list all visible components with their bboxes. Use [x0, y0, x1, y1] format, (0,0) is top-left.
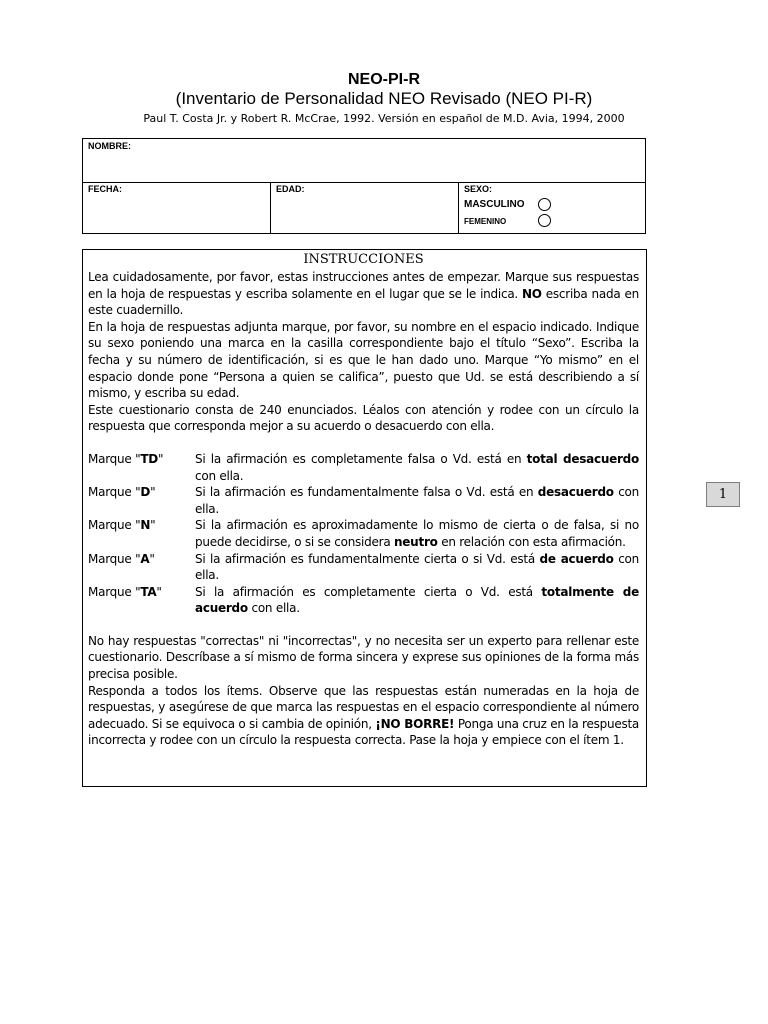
femenino-label: FEMENINO [464, 217, 507, 226]
document-title: NEO-PI-R [348, 71, 420, 88]
instructions-paragraph-3: Este cuestionario consta de 240 enunciados. Léalos con atención y rodee con un círculo la respuesta que corresponda mejor a su acuerdo o desacuerdo con ella. [88, 402, 639, 434]
edad-field[interactable] [271, 182, 459, 234]
instructions-paragraph-2: En la hoja de respuestas adjunta marque, por favor, su nombre en el espacio indicado. Indique su sexo poniendo una marca en la casilla correspondiente bajo el título “Sexo”. Escriba la fecha y su número de identificación, si es que le han dado uno. Marque “Yo mismo” en el espacio donde pone “Persona a quien se califica”, puesto que Ud. se está describiendo a sí mismo, y escriba su edad. [88, 319, 639, 401]
fecha-field[interactable] [83, 182, 271, 234]
mark-option-a: Marque "A" Si la afirmación es fundamentalmente cierta o si Vd. está de acuerdo con ella. [88, 551, 639, 583]
document-credits: Paul T. Costa Jr. y Robert R. McCrae, 1992. Versión en español de M.D. Avia, 1994, 2000 [143, 112, 625, 125]
nombre-label: NOMBRE: [88, 141, 131, 151]
fecha-label: FECHA: [88, 184, 122, 194]
instructions-paragraph-5: Responda a todos los ítems. Observe que las respuestas están numeradas en la hoja de respuestas, y asegúrese de que marca las respuestas en el espacio correspondiente al número adecuado. Si se equivoca o si cambia de opinión, ¡NO BORRE! Ponga una cruz en la respuesta incorrecta y rodee con un círculo la respuesta correcta. Pase la hoja y empiece con el ítem 1. [88, 683, 640, 748]
personal-data-form [82, 138, 646, 234]
mark-option-ta: Marque "TA" Si la afirmación es completamente cierta o Vd. está totalmente de acuerdo con ella. [88, 584, 639, 616]
sexo-field [459, 182, 645, 234]
page-number-badge: 1 [706, 482, 740, 507]
instructions-paragraph-4: No hay respuestas "correctas" ni "incorrectas", y no necesita ser un experto para rellenar este cuestionario. Descríbase a sí mismo de forma sincera y exprese sus opiniones de la forma más precisa posible. [88, 633, 639, 682]
document-header [0, 70, 768, 127]
femenino-radio[interactable] [538, 214, 551, 227]
nombre-field[interactable] [83, 139, 645, 183]
mark-option-td: Marque "TD" Si la afirmación es completamente falsa o Vd. está en total desacuerdo con ella. [88, 451, 639, 483]
mark-option-d: Marque "D" Si la afirmación es fundamentalmente falsa o Vd. está en desacuerdo con ella. [88, 485, 640, 516]
masculino-label: MASCULINO [464, 199, 525, 210]
document-subtitle: (Inventario de Personalidad NEO Revisado (NEO PI-R) [175, 89, 593, 108]
masculino-radio[interactable] [538, 198, 551, 211]
instructions-paragraph-1: Lea cuidadosamente, por favor, estas instrucciones antes de empezar. Marque sus respuestas en la hoja de respuestas y escriba solamente en el lugar que se le indica. NO escriba nada en este cuadernillo. [88, 270, 639, 318]
instructions-title: INSTRUCCIONES [303, 252, 424, 267]
edad-label: EDAD: [276, 184, 305, 194]
instructions-box [82, 249, 647, 787]
sexo-label: SEXO: [464, 184, 493, 194]
mark-option-n: Marque "N" Si la afirmación es aproximadamente lo mismo de cierta o de falsa, si no puede decidirse, o si se considera neutro en relación con esta afirmación. [88, 518, 639, 549]
